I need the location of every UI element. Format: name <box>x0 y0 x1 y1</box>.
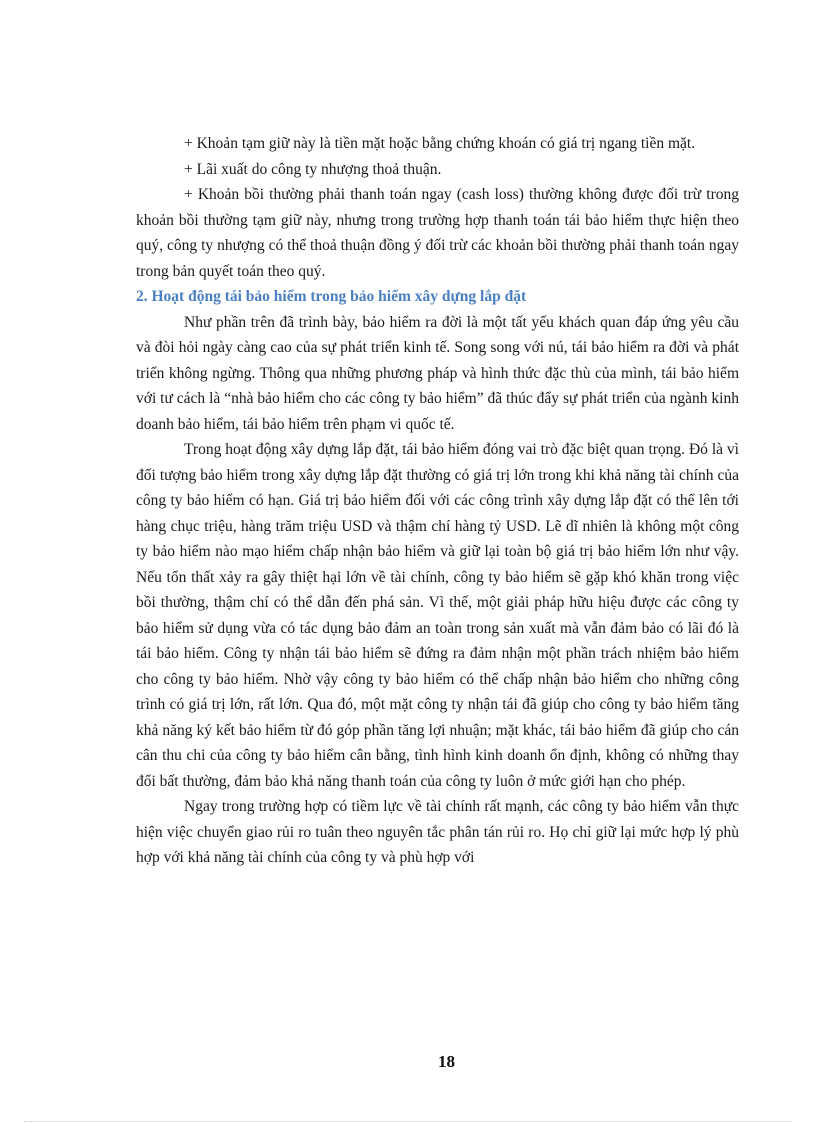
bullet-item-2: + Lãi xuất do công ty nhượng thoả thuận. <box>184 160 442 178</box>
paragraph-1: Như phần trên đã trình bày, bảo hiểm ra đời là một tất yếu khách quan đáp ứng yêu cầu và đòi hỏi ngày càng cao của sự phát triển kinh tế. Song song với nú, tái bảo hiểm ra đời và phát triển không ngừng. Thông qua những phương pháp và hình thức đặc thù của mình, tái bảo hiểm với tư cách là “nhà bảo hiểm cho các công ty bảo hiểm” đã thúc đẩy sự phát triển của ngành kinh doanh bảo hiểm, tái bảo hiểm trên phạm vi quốc tế. <box>136 313 739 433</box>
paragraph-2: Trong hoạt động xây dựng lắp đặt, tái bảo hiểm đóng vai trò đặc biệt quan trọng. Đó là vì đối tượng bảo hiểm trong xây dựng lắp đặt thường có giá trị lớn trong khi khả năng tài chính của công ty bảo hiểm có hạn. Giá trị bảo hiểm đối với các công trình xây dựng lắp đặt có thể lên tới hàng chục triệu, hàng trăm triệu USD và thậm chí hàng tỷ USD. Lẽ dĩ nhiên là không một công ty bảo hiểm nào mạo hiểm chấp nhận bảo hiểm và giữ lại toàn bộ giá trị bảo hiểm lớn như vậy. Nếu tổn thất xảy ra gây thiệt hại lớn về tài chính, công ty bảo hiểm sẽ gặp khó khăn trong việc bồi thường, thậm chí có thể dẫn đến phá sản. Vì thế, một giải pháp hữu hiệu được các công ty bảo hiểm sử dụng vừa có tác dụng bảo đảm an toàn trong sản xuất mà vẫn đảm bảo có lãi đó là tái bảo hiểm. Công ty nhận tái bảo hiểm sẽ đứng ra đảm nhận một phần trách nhiệm bảo hiểm cho công ty bảo hiểm. Nhờ vậy công ty bảo hiểm có thể chấp nhận bảo hiểm cho những công trình có giá trị lớn, rất lớn. Qua đó, một mặt công ty nhận tái đã giúp cho công ty bảo hiểm tăng khả năng ký kết bảo hiểm từ đó góp phần tăng lợi nhuận; mặt khác, tái bảo hiểm đã giúp cho cán cân thu chi của công ty bảo hiểm cân bằng, tình hình kinh doanh ổn định, không có những thay đổi bất thường, đảm bảo khả năng thanh toán của công ty luôn ở mức giới hạn cho phép. <box>136 441 739 790</box>
bullet-item-1: + Khoản tạm giữ này là tiền mặt hoặc bằng chứng khoán có giá trị ngang tiền mặt. <box>184 135 696 152</box>
section-heading: 2. Hoạt động tái bảo hiểm trong bảo hiểm xây dựng lắp đặt <box>136 288 527 305</box>
bullet-item-3: + Khoản bồi thường phải thanh toán ngay (cash loss) thường không được đối trừ trong khoản bồi thường tạm giữ này, nhưng trong trường hợp thanh toán tái bảo hiểm thực hiện theo quý, công ty nhượng có thể thoả thuận đồng ý đối trừ các khoản bồi thường phải thanh toán ngay trong bản quyết toán theo quý. <box>136 186 739 280</box>
page-bottom-divider <box>24 1121 792 1122</box>
document-body <box>136 131 739 871</box>
paragraph-3: Ngay trong trường hợp có tiềm lực về tài chính rất mạnh, các công ty bảo hiểm vẫn thực hiện việc chuyển giao rủi ro tuân theo nguyên tắc phân tán rủi ro. Họ chỉ giữ lại mức hợp lý phù hợp với khả năng tài chính của công ty và phù hợp với <box>136 798 739 866</box>
page-number: 18 <box>438 1052 455 1071</box>
